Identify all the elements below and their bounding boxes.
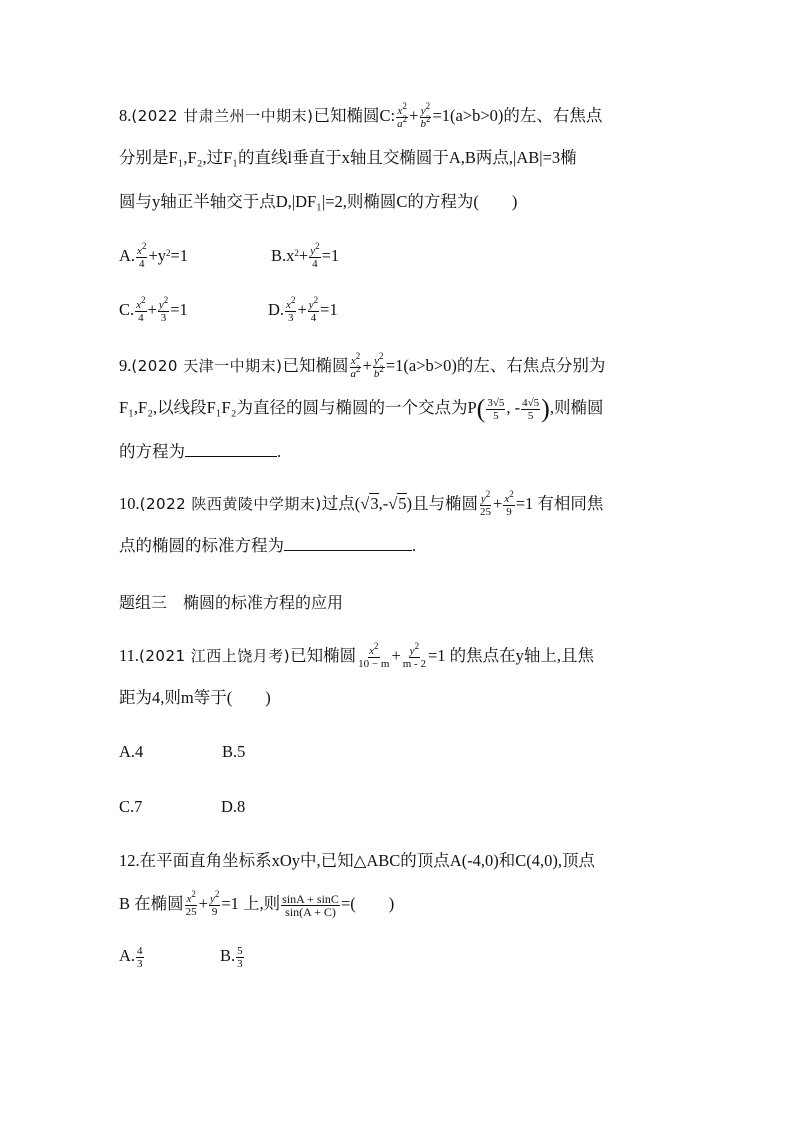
q12-line2: B 在椭圆 $\frac{x^2}{25}$ + $\frac{y^2}{9}$ =1 上,则 $\frac{\sin A + \sin C}{\sin(A + C)}$ =( ) [119, 888, 395, 919]
q8-text-1b: =1(a>b>0)的左、右焦点 [432, 106, 603, 125]
q8-option-b[interactable]: $B.x^2+$ $\frac{y^2}{4}$ =1 [271, 240, 340, 270]
q9-p-y: $\frac{4√5}{5}$ [522, 396, 540, 422]
q9-p-x: $\frac{3√5}{5}$ [487, 396, 505, 422]
q8-option-a[interactable]: A. $\frac{x^2}{4}$ $+y^2=1$ [119, 240, 189, 270]
q9-line3: 的方程为 . [119, 442, 282, 461]
q9-source: (2020 天津一中期末) [131, 357, 283, 375]
section-heading: 题组三 椭圆的标准方程的应用 [119, 593, 344, 612]
q8-text-1a: 已知椭圆C: [313, 106, 396, 125]
q8-source: (2022 甘肃兰州一中期末) [131, 107, 314, 125]
q11-option-d[interactable]: D.8 [221, 797, 246, 816]
q11-option-c[interactable]: C.7 [119, 797, 143, 816]
q8-option-c[interactable]: C. $\frac{x^2}{4}$ + $\frac{y^2}{3}$ =1 [119, 294, 188, 324]
q8-line3: 圆与y轴正半轴交于点D,|DF₁|=2,则椭圆C的方程为( ) [119, 192, 518, 211]
q8-option-d[interactable]: D. $\frac{x^2}{3}$ + $\frac{y^2}{4}$ =1 [268, 294, 338, 324]
q11-option-a[interactable]: A.4 [119, 742, 144, 761]
q10-answer-blank[interactable] [284, 536, 412, 551]
q10-source: (2022 陕西黄陵中学期末) [139, 495, 322, 513]
q10-line2: 点的椭圆的标准方程为 . [119, 536, 417, 555]
q12-option-a[interactable]: A. $\frac{4}{3}$ [119, 944, 143, 970]
q11-line1: 11.(2021 江西上饶月考)已知椭圆 $\frac{x^2}{10 - m}$ + $\frac{y^2}{m - 2}$ =1 的焦点在y轴上,且焦 [119, 640, 595, 670]
q8-line1: 8.(2022 甘肃兰州一中期末)已知椭圆C: $\frac{x^2}{a^2}$ + $\frac{y^2}{b^2}$ =1(a>b>0)的左、右焦点 [119, 100, 603, 130]
q8-frac-y2b2: $\frac{y^2}{b^2}$ [420, 100, 431, 130]
q12-ratio: $\frac{\sin A + \sin C}{\sin(A + C)}$ [282, 891, 339, 919]
q11-source: (2021 江西上饶月考) [139, 647, 291, 665]
q9-line2: F₁,F₂,以线段F₁F₂为直径的圆与椭圆的一个交点为P( $\frac{3√5}{5}$ , - $\frac{4√5}{5}$ ),则椭圆 [119, 394, 604, 424]
q9-line1: 9.(2020 天津一中期末)已知椭圆 $\frac{x^2}{a^2}$ + $\frac{y^2}{b^2}$ =1(a>b>0)的左、右焦点分别为 [119, 350, 606, 380]
q12-option-b[interactable]: B. $\frac{5}{3}$ [220, 944, 243, 970]
q11-line2: 距为4,则m等于( ) [119, 688, 271, 707]
q12-line1: 12.在平面直角坐标系xOy中,已知△ABC的顶点A(-4,0)和C(4,0),顶点 [119, 851, 596, 870]
q9-answer-blank[interactable] [185, 442, 277, 457]
q10-line1: 10.(2022 陕西黄陵中学期末)过点(√3,-√5)且与椭圆 $\frac{y^2}{25}$ + $\frac{x^2}{9}$ =1 有相同焦 [119, 488, 604, 518]
q8-frac-x2a2: $\frac{x^2}{a^2}$ [397, 100, 408, 130]
q8-number: 8. [119, 106, 132, 125]
q11-option-b[interactable]: B.5 [222, 742, 246, 761]
q8-line2: 分别是F₁,F₂,过F₁的直线l垂直于x轴且交椭圆于A,B两点,|AB|=3椭 [119, 148, 577, 167]
